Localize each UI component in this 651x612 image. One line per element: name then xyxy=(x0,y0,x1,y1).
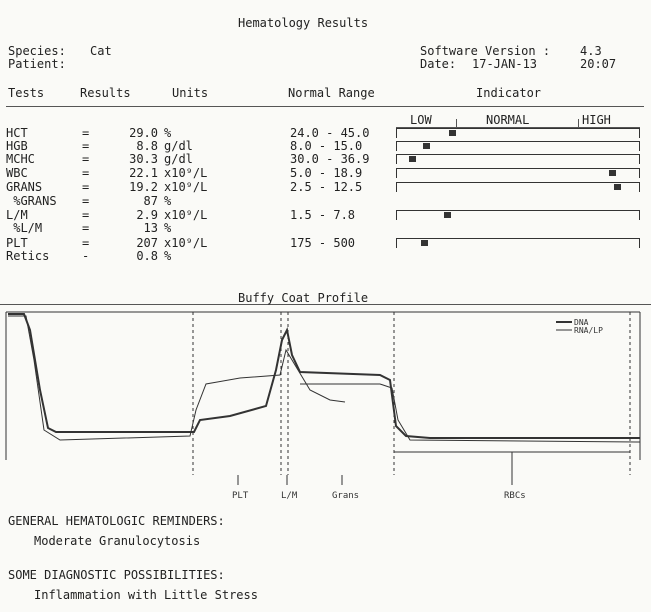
unit-value: % xyxy=(164,126,172,140)
indicator-bar xyxy=(396,238,640,248)
indicator-bar xyxy=(396,154,640,164)
equals-sign: - xyxy=(82,249,90,263)
date-label: Date: xyxy=(420,57,457,71)
result-value: 207 xyxy=(136,236,158,250)
equals-sign: = xyxy=(82,194,90,208)
result-value: 22.1 xyxy=(129,166,158,180)
indicator-marker xyxy=(609,170,616,176)
header-rule xyxy=(6,106,644,107)
result-value: 0.8 xyxy=(136,249,158,263)
table-row xyxy=(6,166,646,180)
normal-range-value: 175 - 500 xyxy=(290,236,356,250)
result-value: 19.2 xyxy=(129,180,158,194)
normal-range-value: 5.0 - 18.9 xyxy=(290,166,363,180)
equals-sign: = xyxy=(82,208,90,222)
indicator-marker xyxy=(614,184,621,190)
col-tests: Tests xyxy=(8,86,45,100)
equals-sign: = xyxy=(82,166,90,180)
indicator-marker xyxy=(409,156,416,162)
normal-range-value: 1.5 - 7.8 xyxy=(290,208,356,222)
zone-label-plt: PLT xyxy=(232,491,249,501)
equals-sign: = xyxy=(82,139,90,153)
unit-value: g/dl xyxy=(164,152,193,166)
test-name: HGB xyxy=(6,139,28,153)
test-name: MCHC xyxy=(6,152,35,166)
equals-sign: = xyxy=(82,180,90,194)
species-label: Species: xyxy=(8,44,66,58)
test-name: %GRANS xyxy=(6,194,57,208)
possibilities-heading: SOME DIAGNOSTIC POSSIBILITIES: xyxy=(8,568,225,582)
normal-range-value: 24.0 - 45.0 xyxy=(290,126,370,140)
zone-label-grans: Grans xyxy=(332,491,360,501)
test-name: %L/M xyxy=(6,221,43,235)
legend-rna-label: RNA/LP xyxy=(574,326,603,335)
result-value: 30.3 xyxy=(129,152,158,166)
software-label: Software Version : xyxy=(420,44,551,58)
indicator-bar xyxy=(396,182,640,192)
table-row xyxy=(6,139,646,153)
col-normal-range: Normal Range xyxy=(288,86,375,100)
reminders-text: Moderate Granulocytosis xyxy=(34,534,201,548)
table-row xyxy=(6,152,646,166)
normal-range-value: 30.0 - 36.9 xyxy=(290,152,370,166)
unit-value: x10⁹/L xyxy=(164,236,208,250)
legend-dna-label: DNA xyxy=(574,318,589,327)
table-row xyxy=(6,194,646,208)
test-name: Retics xyxy=(6,249,50,263)
indicator-bar xyxy=(396,141,640,151)
indicator-bar xyxy=(396,210,640,220)
result-value: 87 xyxy=(143,194,158,208)
col-indicator: Indicator xyxy=(476,86,542,100)
normal-range-value: 2.5 - 12.5 xyxy=(290,180,363,194)
result-value: 13 xyxy=(143,221,158,235)
indicator-bar xyxy=(396,168,640,178)
col-results: Results xyxy=(80,86,131,100)
col-units: Units xyxy=(172,86,209,100)
rna-lp-trace xyxy=(8,316,640,442)
software-value: 4.3 xyxy=(580,44,602,58)
normal-range-value: 8.0 - 15.0 xyxy=(290,139,363,153)
indicator-bar xyxy=(396,128,640,138)
result-value: 2.9 xyxy=(136,208,158,222)
unit-value: % xyxy=(164,194,172,208)
profile-title: Buffy Coat Profile xyxy=(238,291,369,305)
test-name: PLT xyxy=(6,236,28,250)
table-row xyxy=(6,249,646,263)
date-value: 17-JAN-13 xyxy=(472,57,538,71)
dna-trace xyxy=(8,314,640,438)
scale-low: LOW xyxy=(410,113,432,127)
unit-value: x10⁹/L xyxy=(164,180,208,194)
table-row xyxy=(6,236,646,250)
equals-sign: = xyxy=(82,221,90,235)
table-row xyxy=(6,180,646,194)
time-value: 20:07 xyxy=(580,57,617,71)
scale-normal: NORMAL xyxy=(486,113,530,127)
reminders-heading: GENERAL HEMATOLOGIC REMINDERS: xyxy=(8,514,225,528)
buffy-coat-graph xyxy=(0,300,651,510)
possibilities-text: Inflammation with Little Stress xyxy=(34,588,258,602)
report-title: Hematology Results xyxy=(238,16,369,30)
test-name: HCT xyxy=(6,126,28,140)
test-name: GRANS xyxy=(6,180,43,194)
unit-value: % xyxy=(164,221,172,235)
species-value: Cat xyxy=(90,44,112,58)
patient-label: Patient: xyxy=(8,57,66,71)
result-value: 8.8 xyxy=(136,139,158,153)
result-value: 29.0 xyxy=(129,126,158,140)
test-name: L/M xyxy=(6,208,28,222)
scale-high: HIGH xyxy=(582,113,611,127)
unit-value: x10⁹/L xyxy=(164,208,208,222)
indicator-marker xyxy=(444,212,451,218)
table-row xyxy=(6,221,646,235)
table-row xyxy=(6,208,646,222)
unit-value: % xyxy=(164,249,172,263)
equals-sign: = xyxy=(82,152,90,166)
zone-label-rbcs: RBCs xyxy=(504,491,526,501)
zone-label-lm: L/M xyxy=(281,491,298,501)
test-name: WBC xyxy=(6,166,28,180)
unit-value: x10⁹/L xyxy=(164,166,208,180)
equals-sign: = xyxy=(82,126,90,140)
unit-value: g/dl xyxy=(164,139,193,153)
equals-sign: = xyxy=(82,236,90,250)
indicator-marker xyxy=(423,143,430,149)
table-row xyxy=(6,126,646,140)
indicator-marker xyxy=(421,240,428,246)
indicator-marker xyxy=(449,130,456,136)
